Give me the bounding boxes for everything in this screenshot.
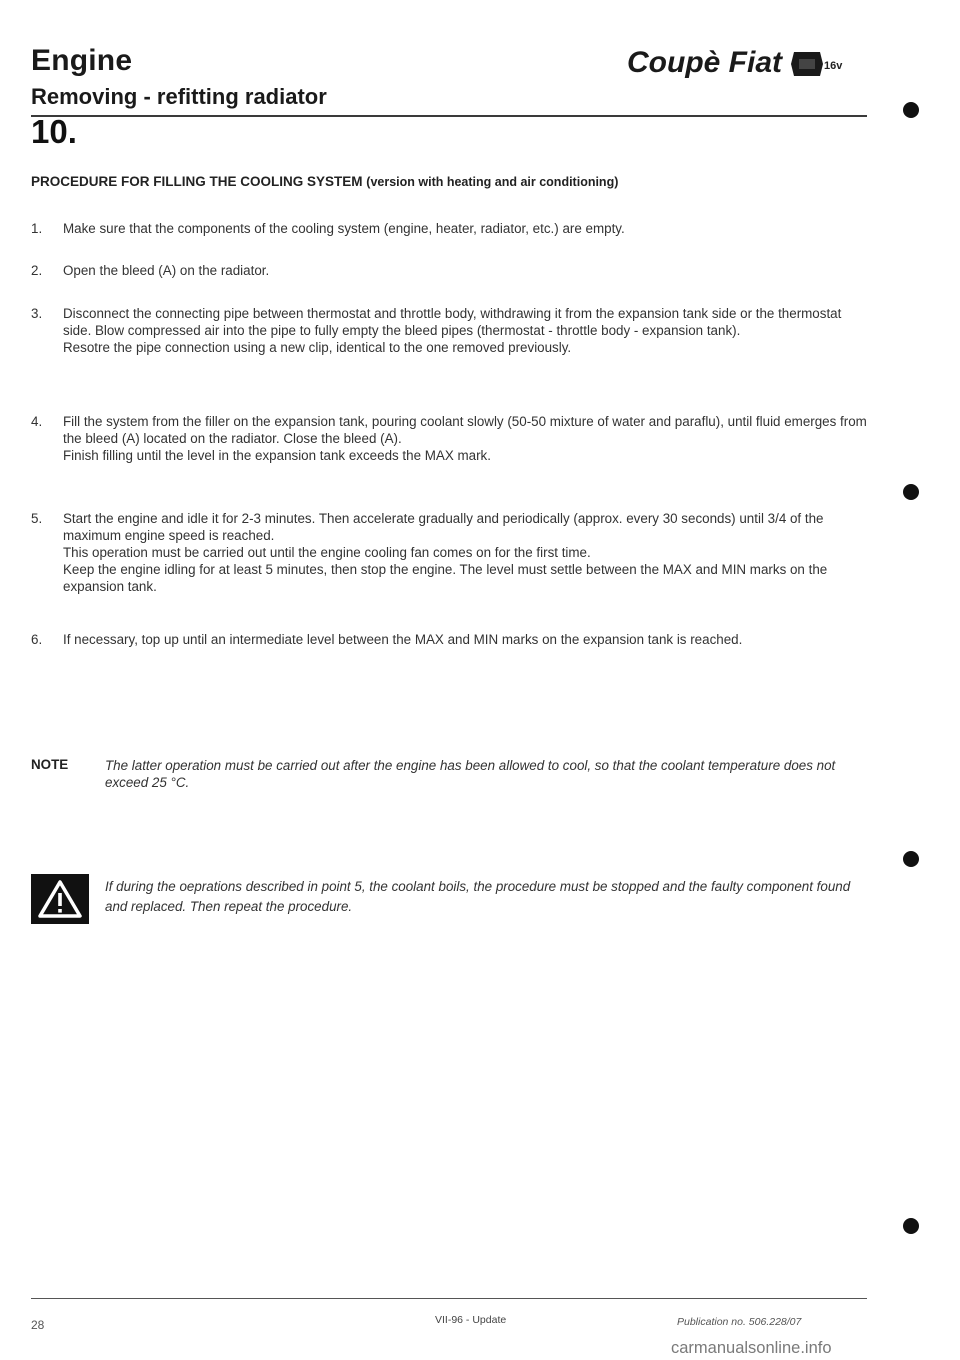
step-number: 4. bbox=[31, 414, 43, 429]
page-number: 28 bbox=[31, 1318, 45, 1332]
section-number: 10. bbox=[31, 113, 77, 150]
step-text: Fill the system from the filler on the expansion tank, pouring coolant slowly (50-50 mixture of water and paraflu), until fluid emerges from the bleed (A) located on the radiator. Close the bleed (A). bbox=[63, 414, 867, 446]
step-3 bbox=[31, 305, 871, 356]
publication-number: Publication no. 506.228/07 bbox=[677, 1316, 802, 1328]
watermark: carmanualsonline.info bbox=[671, 1339, 832, 1357]
binder-hole-dot bbox=[903, 484, 919, 500]
step-text: Open the bleed (A) on the radiator. bbox=[63, 263, 270, 278]
step-number: 2. bbox=[31, 263, 43, 278]
warning-icon bbox=[31, 874, 89, 924]
engine-tag: 16v bbox=[824, 60, 843, 72]
step-text: Start the engine and idle it for 2-3 minutes. Then accelerate gradually and periodically (approx. every 30 seconds) until 3/4 of the maximum engine speed is reached. bbox=[63, 511, 824, 543]
revision-label: VII-96 - Update bbox=[435, 1314, 507, 1326]
step-text: This operation must be carried out until the engine cooling fan comes on for the first time. bbox=[63, 545, 591, 560]
step-1 bbox=[31, 220, 871, 237]
note-text: The latter operation must be carried out after the engine has been allowed to cool, so that the coolant temperature does not exceed 25 °C. bbox=[105, 758, 836, 790]
binder-hole-dot bbox=[903, 851, 919, 867]
binder-hole-dot bbox=[903, 102, 919, 118]
step-text: Make sure that the components of the cooling system (engine, heater, radiator, etc.) are empty. bbox=[63, 221, 625, 236]
warning-text: If during the oeprations described in point 5, the coolant boils, the procedure must be stopped and the faulty component found and replaced. Then repeat the procedure. bbox=[105, 879, 851, 914]
step-text: Keep the engine idling for at least 5 minutes, then stop the engine. The level must settle between the MAX and MIN marks on the expansion tank. bbox=[63, 562, 828, 594]
step-text: If necessary, top up until an intermediate level between the MAX and MIN marks on the expansion tank is reached. bbox=[63, 632, 743, 647]
fiat-logo-icon bbox=[790, 49, 824, 79]
page-title: Engine bbox=[31, 44, 133, 77]
step-text: Finish filling until the level in the expansion tank exceeds the MAX mark. bbox=[63, 448, 491, 463]
procedure-heading-main: PROCEDURE FOR FILLING THE COOLING SYSTEM bbox=[31, 174, 363, 189]
step-number: 5. bbox=[31, 511, 43, 526]
step-4 bbox=[31, 413, 871, 464]
step-5 bbox=[31, 510, 871, 595]
step-text: Disconnect the connecting pipe between thermostat and throttle body, withdrawing it from the expansion tank side or the thermostat side. Blow compressed air into the pipe to fully empty the bleed pipes (thermostat - throttle body - expansion tank). bbox=[63, 306, 842, 338]
step-6 bbox=[31, 631, 871, 648]
note-label: NOTE bbox=[31, 757, 69, 772]
page-subtitle: Removing - refitting radiator bbox=[31, 84, 327, 109]
procedure-heading bbox=[31, 174, 618, 189]
footer-divider bbox=[31, 1298, 867, 1299]
step-text: Resotre the pipe connection using a new clip, identical to the one removed previously. bbox=[63, 340, 572, 355]
step-number: 1. bbox=[31, 221, 43, 236]
procedure-heading-sub: (version with heating and air conditioning) bbox=[366, 175, 619, 189]
header-divider bbox=[31, 115, 867, 117]
brand-name: Coupè Fiat bbox=[627, 46, 782, 79]
step-number: 3. bbox=[31, 306, 43, 321]
step-2 bbox=[31, 262, 871, 279]
step-number: 6. bbox=[31, 632, 43, 647]
binder-hole-dot bbox=[903, 1218, 919, 1234]
